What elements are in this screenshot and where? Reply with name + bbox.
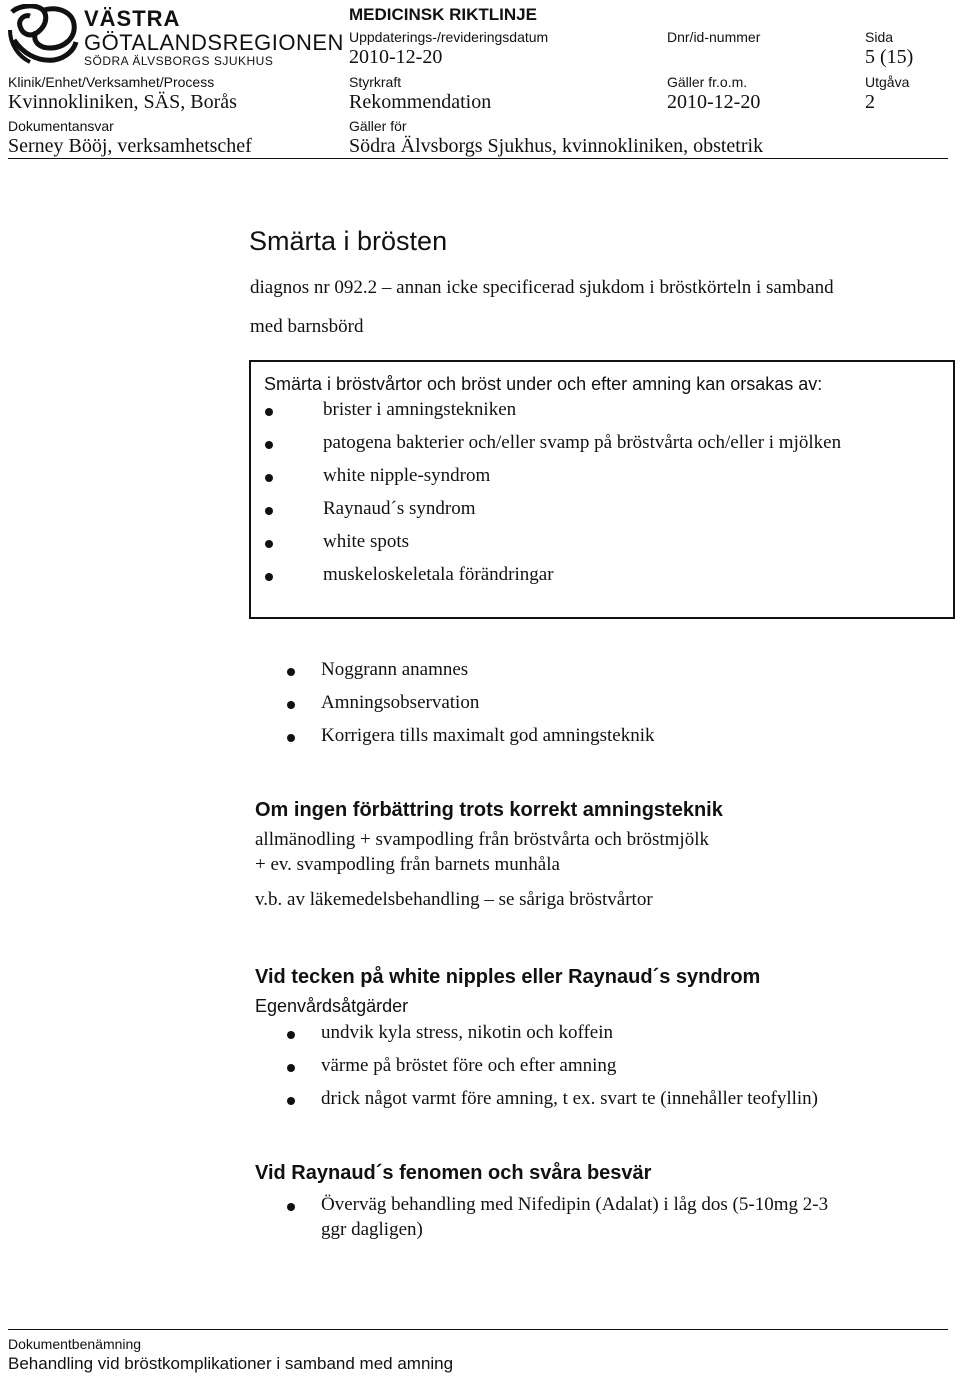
updated-value: 2010-12-20	[349, 46, 443, 68]
responsible-value: Serney Bööj, verksamhetschef	[8, 135, 252, 157]
footer-divider	[8, 1329, 948, 1330]
edition-label: Utgåva	[865, 74, 910, 90]
logo-line-2: GÖTALANDSREGIONEN	[84, 30, 344, 55]
page-label: Sida	[865, 29, 894, 45]
unit-value: Kvinnokliniken, SÄS, Borås	[8, 91, 237, 113]
bullet-icon	[265, 441, 273, 449]
page-title: Smärta i brösten	[249, 226, 448, 256]
no-improvement-heading: Om ingen förbättring trots korrekt amningsteknik	[255, 799, 723, 821]
no-improvement-line-2: + ev. svampodling från barnets munhåla	[255, 854, 560, 875]
diagnosis-line-2: med barnsbörd	[250, 316, 364, 337]
bullet-icon	[287, 1031, 295, 1039]
white-nipples-heading: Vid tecken på white nipples eller Raynaud´s syndrom	[255, 966, 761, 988]
responsible-label: Dokumentansvar	[8, 118, 114, 134]
logo-line-3: SÖDRA ÄLVSBORGS SJUKHUS	[84, 54, 274, 68]
vgr-emblem-icon	[8, 4, 80, 66]
strength-value: Rekommendation	[349, 91, 492, 113]
bullet-icon	[287, 734, 295, 742]
bullet-icon	[287, 1097, 295, 1105]
bullet-icon	[265, 408, 273, 416]
updated-label: Uppdaterings-/revideringsdatum	[349, 29, 549, 45]
raynaud-heading: Vid Raynaud´s fenomen och svåra besvär	[255, 1162, 652, 1184]
strength-label: Styrkraft	[349, 74, 402, 90]
valid-from-value: 2010-12-20	[667, 91, 761, 113]
footer-value: Behandling vid bröstkomplikationer i samband med amning	[8, 1354, 454, 1373]
footer-label: Dokumentbenämning	[8, 1336, 142, 1352]
applies-label: Gäller för	[349, 118, 407, 134]
diagnosis-line-1: diagnos nr 092.2 – annan icke specificerad sjukdom i bröstkörteln i samband	[250, 277, 834, 298]
valid-from-label: Gäller fr.o.m.	[667, 74, 748, 90]
bullet-icon	[287, 1203, 295, 1211]
no-improvement-line-1: allmänodling + svampodling från bröstvårta och bröstmjölk	[255, 829, 709, 850]
doc-type: MEDICINSK RIKTLINJE	[349, 5, 537, 24]
bullet-icon	[287, 1064, 295, 1072]
raynaud-item-line-2: ggr dagligen)	[321, 1219, 423, 1240]
edition-value: 2	[865, 91, 875, 113]
bullet-icon	[265, 507, 273, 515]
causes-box: Smärta i bröstvårtor och bröst under och efter amning kan orsakas av: brister i amningstekniken patogena bakterier och/eller svamp på bröstvårta och/eller i mjölken white nipple-syndrom Raynaud´s syndrom white spots muskeloskeletala förändringar	[249, 360, 955, 619]
applies-value: Södra Älvsborgs Sjukhus, kvinnokliniken, obstetrik	[349, 135, 764, 157]
bullet-icon	[265, 540, 273, 548]
self-care-subheading: Egenvårdsåtgärder	[255, 996, 409, 1016]
causes-heading: Smärta i bröstvårtor och bröst under och efter amning kan orsakas av:	[264, 374, 823, 394]
bullet-icon	[265, 474, 273, 482]
page-value: 5 (15)	[865, 46, 914, 68]
vgr-logo	[8, 4, 344, 70]
no-improvement-line-3: v.b. av läkemedelsbehandling – se såriga bröstvårtor	[255, 889, 653, 910]
bullet-icon	[287, 701, 295, 709]
raynaud-item-line-1: Överväg behandling med Nifedipin (Adalat) i låg dos (5-10mg 2-3	[321, 1194, 829, 1215]
header-divider	[8, 158, 948, 159]
logo-line-1: VÄSTRA	[84, 6, 181, 31]
dnr-label: Dnr/id-nummer	[667, 29, 761, 45]
unit-label: Klinik/Enhet/Verksamhet/Process	[8, 74, 215, 90]
bullet-icon	[287, 668, 295, 676]
bullet-icon	[265, 573, 273, 581]
